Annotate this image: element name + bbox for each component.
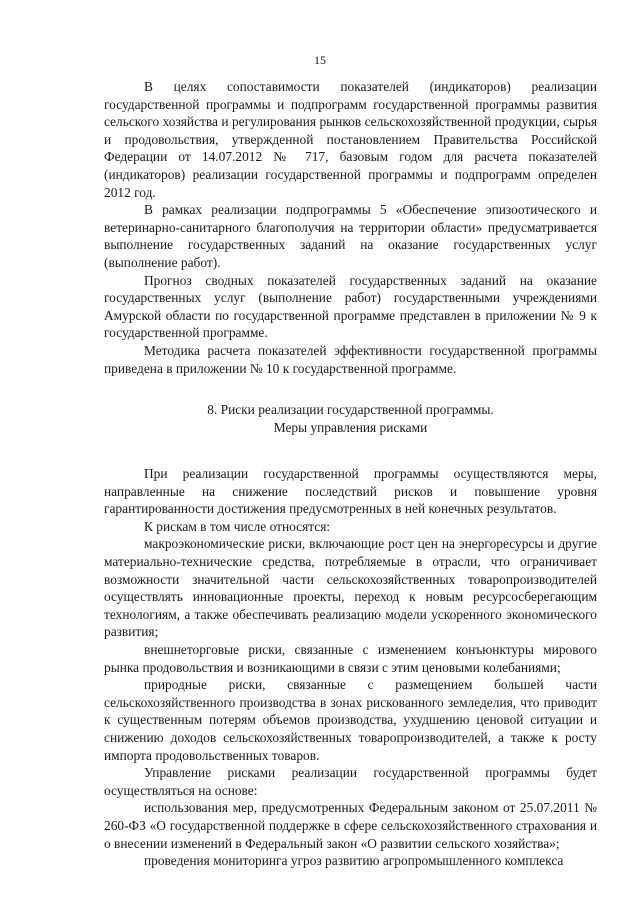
paragraph-methodology: Методика расчета показателей эффективности государственной программы приведена в приложении № 10 к государственной программе. — [104, 342, 597, 376]
document-body — [104, 78, 597, 870]
paragraph-risks-include: К рискам в том числе относятся: — [144, 518, 331, 534]
paragraph-monitoring: проведения мониторинга угроз развитию агропромышленного комплекса — [144, 853, 564, 869]
paragraph-risk-management: Управление рисками реализации государственной программы будет осуществляться на основе: — [104, 765, 597, 798]
section-heading — [104, 401, 597, 437]
section-heading-line-2: Меры управления рисками — [273, 420, 428, 436]
paragraph-subprogram-5: В рамках реализации подпрограммы 5 «Обеспечение эпизоотического и ветеринарно-санитарного благополучия на территории области» предусматривается выполнение государственных заданий на оказание государственных услуг (выполнение работ). — [104, 202, 597, 270]
paragraph-risk-measures: При реализации государственной программы осуществляются меры, направленные на снижение последствий рисков и повышение уровня гарантированности достижения предусмотренных в ней конечных результатов. — [104, 466, 597, 517]
paragraph-forecast: Прогноз сводных показателей государственных заданий на оказание государственных услуг (выполнение работ) государственными учреждениями Амурской области по государственной программе представлен в приложении № 9 к государственной программе. — [104, 272, 597, 341]
paragraph-trade-risks: внешнеторговые риски, связанные с изменением конъюнктуры мирового рынка продовольствия и возникающими в связи с этим ценовыми колебаниями; — [104, 642, 597, 675]
paragraph-natural-risks: природные риски, связанные с размещением большей части сельскохозяйственного производства в зонах рискованного земледелия, что приводит к существенным потерям объемов производства, ухудшению ценовой ситуации и снижению доходов сельскохозяйственных товаропроизводителей, а также к росту импорта продовольственных товаров. — [104, 677, 597, 763]
section-heading-line-1: 8. Риски реализации государственной программы. — [207, 402, 494, 418]
paragraph-base-year: В целях сопоставимости показателей (индикаторов) реализации государственной программы и подпрограмм государственной программы развития сельского хозяйства и регулирования рынков сельскохозяйственной продукции, сырья и продовольствия, утвержденной постановлением Правительства Российской Федерации от 14.07.2012 № 717, базовым годом для расчета показателей (индикаторов) реализации государственной программы и подпрограмм определен 2012 год. — [104, 79, 597, 200]
paragraph-federal-law: использования мер, предусмотренных Федеральным законом от 25.07.2011 № 260-ФЗ «О государственной поддержке в сфере сельскохозяйственного страхования и о внесении изменений в Федеральный закон «О развитии сельского хозяйства»; — [104, 800, 597, 851]
page-number: 15 — [314, 53, 326, 67]
paragraph-macroeconomic-risks: макроэкономические риски, включающие рост цен на энергоресурсы и другие материально-технические средства, потребляемые в отрасли, что ограничивает возможности значительной части сельскохозяйственных товаропроизводителей осуществлять инновационные проекты, переход к новым ресурсосберегающим технологиям, а также обеспечивать реализацию модели ускоренного экономического развития; — [104, 536, 597, 640]
